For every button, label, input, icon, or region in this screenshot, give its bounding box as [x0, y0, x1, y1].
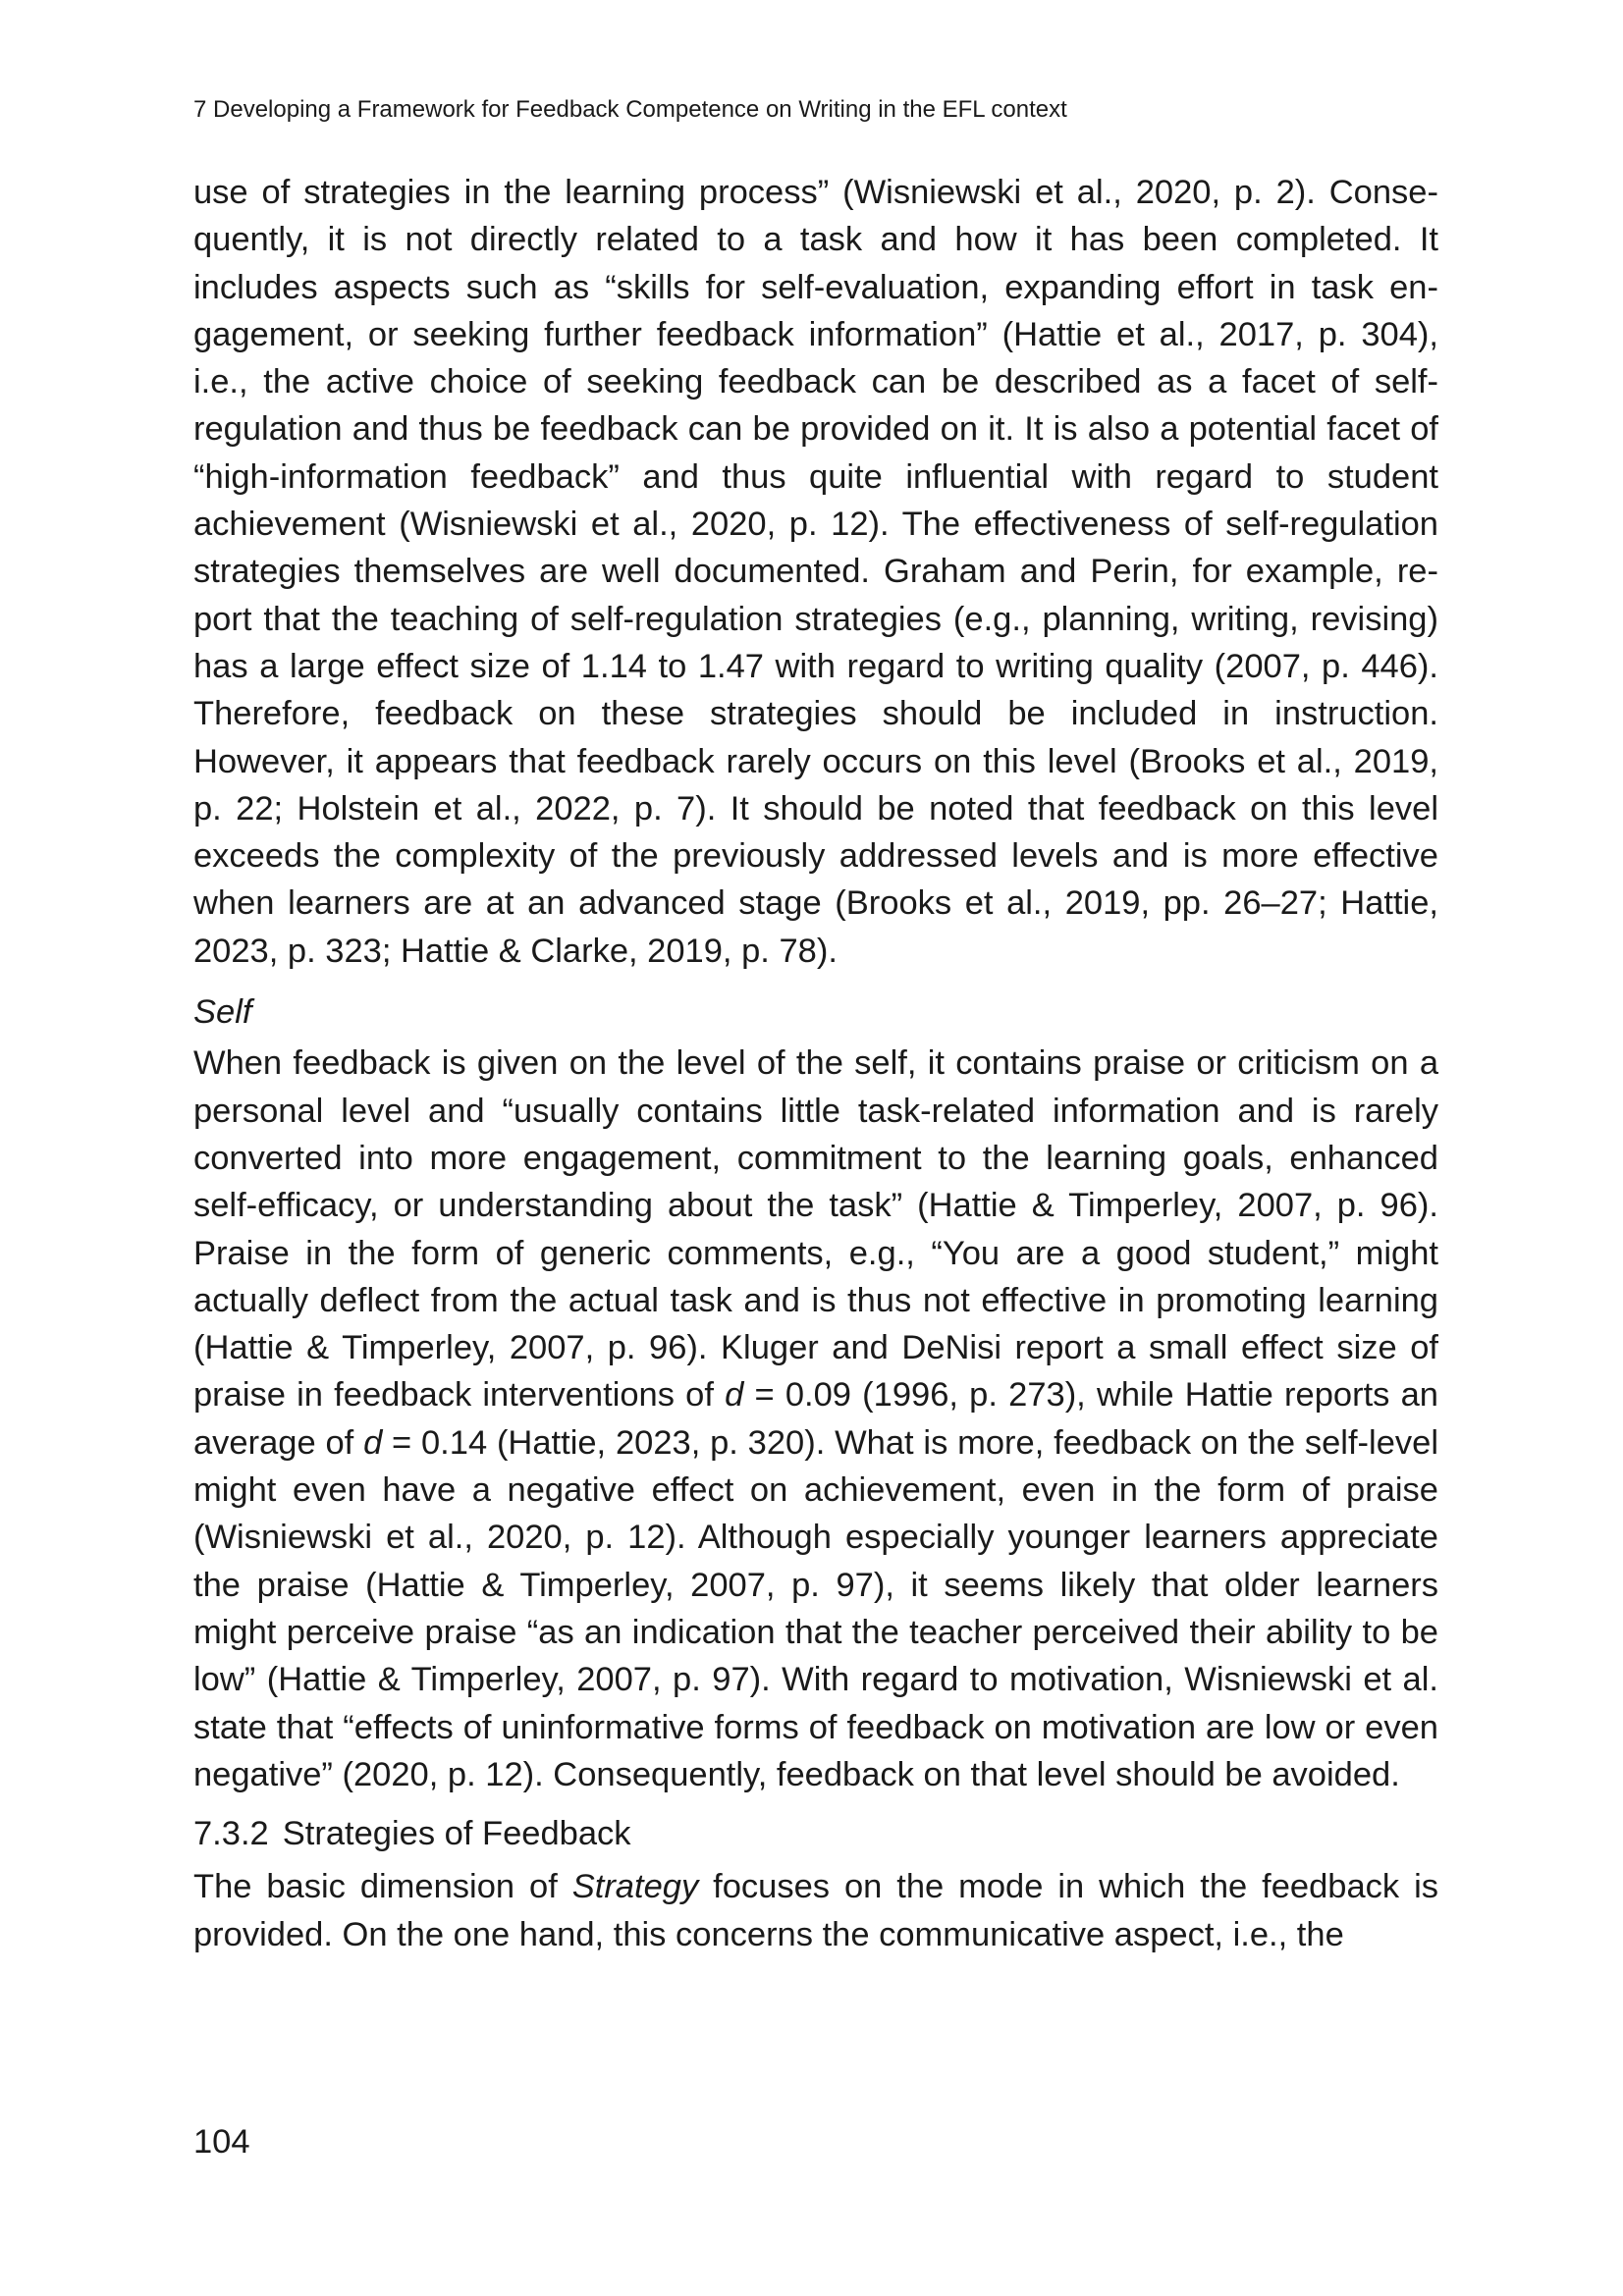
section-title: Strategies of Feedback: [282, 1815, 631, 1853]
running-header: 7 Developing a Framework for Feedback Competence on Writing in the EFL context: [193, 96, 1067, 123]
text-segment: The basic dimension of: [193, 1868, 572, 1906]
stat-symbol: d: [363, 1423, 383, 1462]
section-heading-7-3-2: [193, 1810, 1438, 1857]
page-content: [193, 94, 1438, 1958]
section-number: 7.3.2: [193, 1815, 269, 1853]
text-segment: focuses on the mode in which the feedback is provided. On the one hand, this concerns the communicative aspect, i.e., the: [193, 1868, 1438, 1953]
page-number: 104: [193, 2123, 250, 2161]
text-segment: = 0.14 (Hattie, 2023, p. 320). What is more, feedback on the self-level might even have a negative effect on achievement, even in the form of praise (Wisniewski et al., 2020, p. 12). Although especially younger learners appreciate the praise (Hattie & Timperley, 2007, p. 97), it seems likely that older learners might perceive praise “as an indication that the teacher perceived their ability to be low” (Hattie & Timperley, 2007, p. 97). With regard to motivation, Wisniewski et al. state that “effects of uninformative forms of feedback on motivation are low or even negative” (2020, p. 12). Consequently, feedback on that level should be avoided.: [193, 1423, 1438, 1793]
text-segment: = 0.09 (1996, p. 273), while Hattie reports an average of: [193, 1376, 1438, 1462]
paragraph-self-regulation: use of strategies in the learning process” (Wisniewski et al., 2020, p. 2). Consequently, it is not directly related to a task and how it has been completed. It includes aspects such as “skills for self-evaluation, expanding effort in task engagement, or seeking further feedback information” (Hattie et al., 2017, p. 304), i.e., the active choice of seeking feedback can be described as a facet of self-regulation and thus be feedback can be provided on it. It is also a potential facet of “high-information feedback” and thus quite influential with regard to student achievement (Wisniewski et al., 2020, p. 12). The effectiveness of self-regulation strategies themselves are well documented. Graham and Perin, for example, report that the teaching of self-regulation strategies (e.g., planning, writing, revising) has a large effect size of 1.14 to 1.47 with regard to writing quality (2007, p. 446). Therefore, feedback on these strategies should be included in instruction. However, it appears that feedback rarely occurs on this level (Brooks et al., 2019, p. 22; Holstein et al., 2022, p. 7). It should be noted that feedback on this level exceeds the complexity of the previously addressed levels and is more effective when learners are at an advanced stage (Brooks et al., 2019, pp. 26–27; Hattie, 2023, p. 323; Hattie & Clarke, 2019, p. 78).: [193, 174, 1438, 970]
paragraph-self-level: [193, 1040, 1438, 1798]
paragraph-strategies: [193, 1863, 1438, 1958]
subheading-self: Self: [193, 993, 252, 1032]
text-segment: When feedback is given on the level of the self, it contains praise or criticism on a personal level and “usually contains little task-related information and is rarely converted into more engagement, commitment to the learning goals, enhanced self-efficacy, or understanding about the task” (Hattie & Timperley, 2007, p. 96). Praise in the form of generic comments, e.g., “You are a good student,” might actually deflect from the actual task and is thus not effective in promoting learning (Hattie & Timperley, 2007, p. 96). Kluger and DeNisi report a small effect size of praise in feedback interventions of: [193, 1044, 1438, 1415]
emphasis-strategy: Strategy: [571, 1868, 699, 1906]
stat-symbol: d: [725, 1376, 744, 1415]
